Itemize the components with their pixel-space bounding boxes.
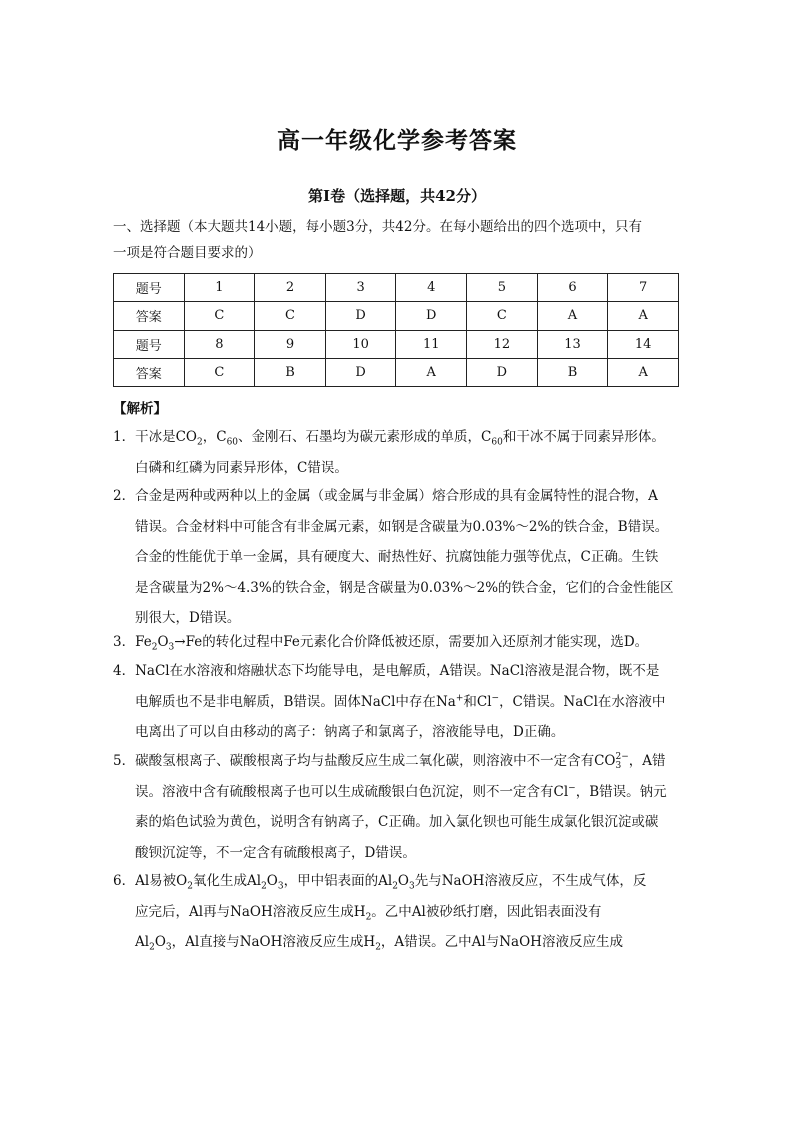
formula (216, 429, 239, 448)
subscript: 3 (165, 942, 172, 953)
item-5-line-1 (113, 746, 681, 777)
ion-text: CO (594, 753, 616, 769)
formula-text: Fe (185, 634, 203, 650)
table-row (114, 302, 679, 330)
formula-text: C (216, 429, 227, 445)
text-span: 和干冰不属于同素异形体。 (502, 429, 665, 445)
text-span: ，A错误。乙中Al与NaOH溶液反应生成 (380, 934, 623, 950)
text-span: 氧化生成 (192, 873, 247, 889)
text-span: ，A错 (628, 753, 666, 769)
text-span: Al易被 (135, 873, 177, 889)
table-cell: B (255, 358, 326, 386)
text-span: 合金是两种或两种以上的金属（或金属与非金属）熔合形成的具有金属特性的混合物，A (135, 488, 658, 504)
table-cell: 12 (467, 330, 538, 358)
table-cell: D (396, 302, 467, 330)
item-2-line-1 (113, 481, 681, 512)
table-cell-label: 答案 (114, 358, 185, 386)
table-cell: C (184, 358, 255, 386)
text-span: ， (202, 429, 217, 445)
item-5-line-3: 素的焰色试验为黄色，说明含有钠离子，C正确。加入氯化钡也可能生成氯化银沉淀或碳 (135, 814, 659, 830)
text-span: NaCl在水溶液和熔融状态下均能导电，是电解质，A错误。NaCl溶液是混合物，既不是 (135, 663, 660, 679)
table-cell: C (184, 302, 255, 330)
table-cell: 11 (396, 330, 467, 358)
instructions-line-2: 一项是符合题目要求的） (113, 245, 262, 261)
subscript: 3 (409, 881, 415, 892)
subscript: 2 (375, 942, 381, 953)
formula-text: C (481, 429, 492, 445)
subscript: 2 (149, 942, 155, 953)
subscript: 2 (392, 881, 398, 892)
section-instructions (113, 214, 681, 266)
table-cell: 8 (184, 330, 255, 358)
text-span: 误。溶液中含有硫酸根离子也可以生成硫酸银白色沉淀，则不一定含有 (135, 783, 554, 800)
item-number: 4． (113, 663, 136, 679)
ion-text: Na (435, 693, 456, 710)
formula-text: Fe (135, 634, 152, 650)
subscript: 3 (168, 642, 175, 653)
analysis-item-4 (113, 656, 681, 748)
analysis-item-1 (113, 422, 681, 483)
item-4-line-1 (113, 656, 681, 687)
table-cell-label: 题号 (114, 274, 185, 302)
formula (481, 429, 503, 448)
table-cell: 10 (325, 330, 396, 358)
item-5-line-2 (113, 777, 681, 808)
item-2-line-3: 合金的性能优于单一金属，具有硬度大、耐热性好、抗腐蚀能力强等优点，C正确。生铁 (135, 549, 659, 565)
item-number: 3． (113, 634, 136, 650)
analysis-item-5 (113, 746, 681, 868)
text-span: ，Al直接与NaOH溶液反应生成 (171, 934, 364, 950)
table-cell: 9 (255, 330, 326, 358)
subscript: 2 (151, 642, 158, 653)
table-cell: 14 (608, 330, 679, 358)
item-number: 1． (113, 429, 136, 445)
table-cell: D (467, 358, 538, 386)
item-2-line-4: 是含碳量为2%～4.3%的铁合金，钢是含碳量为0.03%～2%的铁合金，它们的合金性能区 (135, 579, 674, 596)
text-span: 碳酸氢根离子、碳酸根离子均与盐酸反应生成二氧化碳，则溶液中不一定含有 (135, 753, 595, 769)
item-number: 6． (113, 873, 136, 889)
table-cell: 7 (608, 274, 679, 302)
subscript: 2 (197, 437, 203, 448)
item-4-line-2 (113, 687, 681, 718)
subscript: 3 (277, 881, 284, 892)
section-subtitle: 第Ⅰ卷（选择题，共42分） (308, 187, 486, 205)
formula-text: Al (135, 934, 150, 950)
subscript: 2 (261, 881, 267, 892)
formula-text: O (266, 873, 278, 889)
table-cell-label: 答案 (114, 302, 185, 330)
superscript: + (455, 693, 464, 703)
formula-text: H (353, 903, 366, 920)
item-6-line-2 (113, 897, 681, 928)
text-span: ，C错误。NaCl在水溶液中 (499, 693, 666, 710)
table-cell: B (537, 358, 608, 386)
formula-text: O (176, 873, 188, 889)
subscript: 60 (226, 437, 239, 448)
superscript: − (568, 783, 576, 793)
item-1-line-2: 白磷和红磷为同素异形体，C错误。 (135, 459, 348, 476)
table-cell: A (608, 358, 679, 386)
table-cell: 13 (537, 330, 608, 358)
text-span: 应完后，Al再与NaOH溶液反应生成 (135, 903, 354, 920)
table-cell: A (537, 302, 608, 330)
table-cell: 5 (467, 274, 538, 302)
item-2-line-2: 错误。合金材料中可能含有非金属元素，如钢是含碳量为0.03%～2%的铁合金，B错误。 (135, 518, 669, 535)
text-span: 的转化过程中Fe元素化合价降低被还原，需要加入还原剂才能实现，选D。 (202, 634, 649, 650)
item-1-line-1 (113, 422, 681, 453)
table-cell: 2 (255, 274, 326, 302)
table-cell: C (467, 302, 538, 330)
superscript: 2− (615, 751, 629, 762)
text-span: 、金刚石、石墨均为碳元素形成的单质， (238, 429, 482, 445)
superscript: − (491, 693, 500, 703)
formula-text: H (363, 934, 376, 950)
subscript: 60 (491, 437, 503, 448)
table-row (114, 358, 679, 386)
table-cell: D (325, 302, 396, 330)
ion-text: Cl (476, 693, 492, 710)
text-span: ，B错误。钠元 (575, 783, 667, 800)
item-3-line-1 (113, 627, 681, 658)
item-4-line-3: 电离出了可以自由移动的离子：钠离子和氯离子，溶液能导电，D正确。 (135, 724, 565, 740)
formula-text: O (397, 873, 409, 889)
ion-text: Cl (553, 783, 569, 800)
table-row (114, 274, 679, 302)
subscript: 2 (365, 912, 372, 923)
item-number: 5． (113, 753, 136, 769)
text-span: 先与NaOH溶液反应，不生成气体，反 (414, 873, 647, 889)
item-5-line-4: 酸钡沉淀等，不一定含有硫酸根离子，D错误。 (135, 844, 416, 861)
text-span: 电解质也不是非电解质，B错误。固体NaCl中存在 (135, 693, 436, 710)
formula-text: Al (246, 873, 262, 889)
item-2-line-5: 别很大，D错误。 (135, 610, 241, 626)
subscript: 2 (187, 881, 193, 892)
ion-scripts (616, 753, 629, 771)
table-cell: 1 (184, 274, 255, 302)
item-6-line-3 (113, 927, 681, 958)
formula-text: O (157, 634, 169, 650)
formula (135, 634, 175, 653)
analysis-item-2 (113, 481, 681, 634)
formula-text: CO (175, 429, 197, 445)
answer-table (113, 273, 679, 387)
text-span: 。乙中Al被砂纸打磨，因此铝表面没有 (371, 903, 602, 920)
item-6-line-1 (113, 866, 681, 897)
table-cell: D (325, 358, 396, 386)
analysis-heading: 【解析】 (113, 401, 167, 417)
analysis-item-6 (113, 866, 681, 958)
table-cell: A (608, 302, 679, 330)
table-cell: C (255, 302, 326, 330)
analysis-item-3 (113, 627, 681, 658)
table-row (114, 330, 679, 358)
arrow-glyph: → (174, 634, 186, 650)
item-number: 2． (113, 488, 136, 504)
table-cell: A (396, 358, 467, 386)
table-cell: 3 (325, 274, 396, 302)
table-cell: 6 (537, 274, 608, 302)
formula-text: O (154, 934, 166, 950)
subscript: 3 (615, 760, 622, 771)
table-cell-label: 题号 (114, 330, 185, 358)
text-span: 干冰是 (135, 429, 176, 445)
text-span: ，甲中铝表面的 (283, 873, 379, 889)
page-title: 高一年级化学参考答案 (277, 128, 517, 154)
instructions-line-1: 一、选择题（本大题共14小题，每小题3分，共42分。在每小题给出的四个选项中，只有 (113, 219, 642, 235)
table-cell: 4 (396, 274, 467, 302)
text-span: 和 (463, 693, 477, 710)
formula-text: Al (378, 873, 393, 889)
formula (175, 429, 203, 448)
